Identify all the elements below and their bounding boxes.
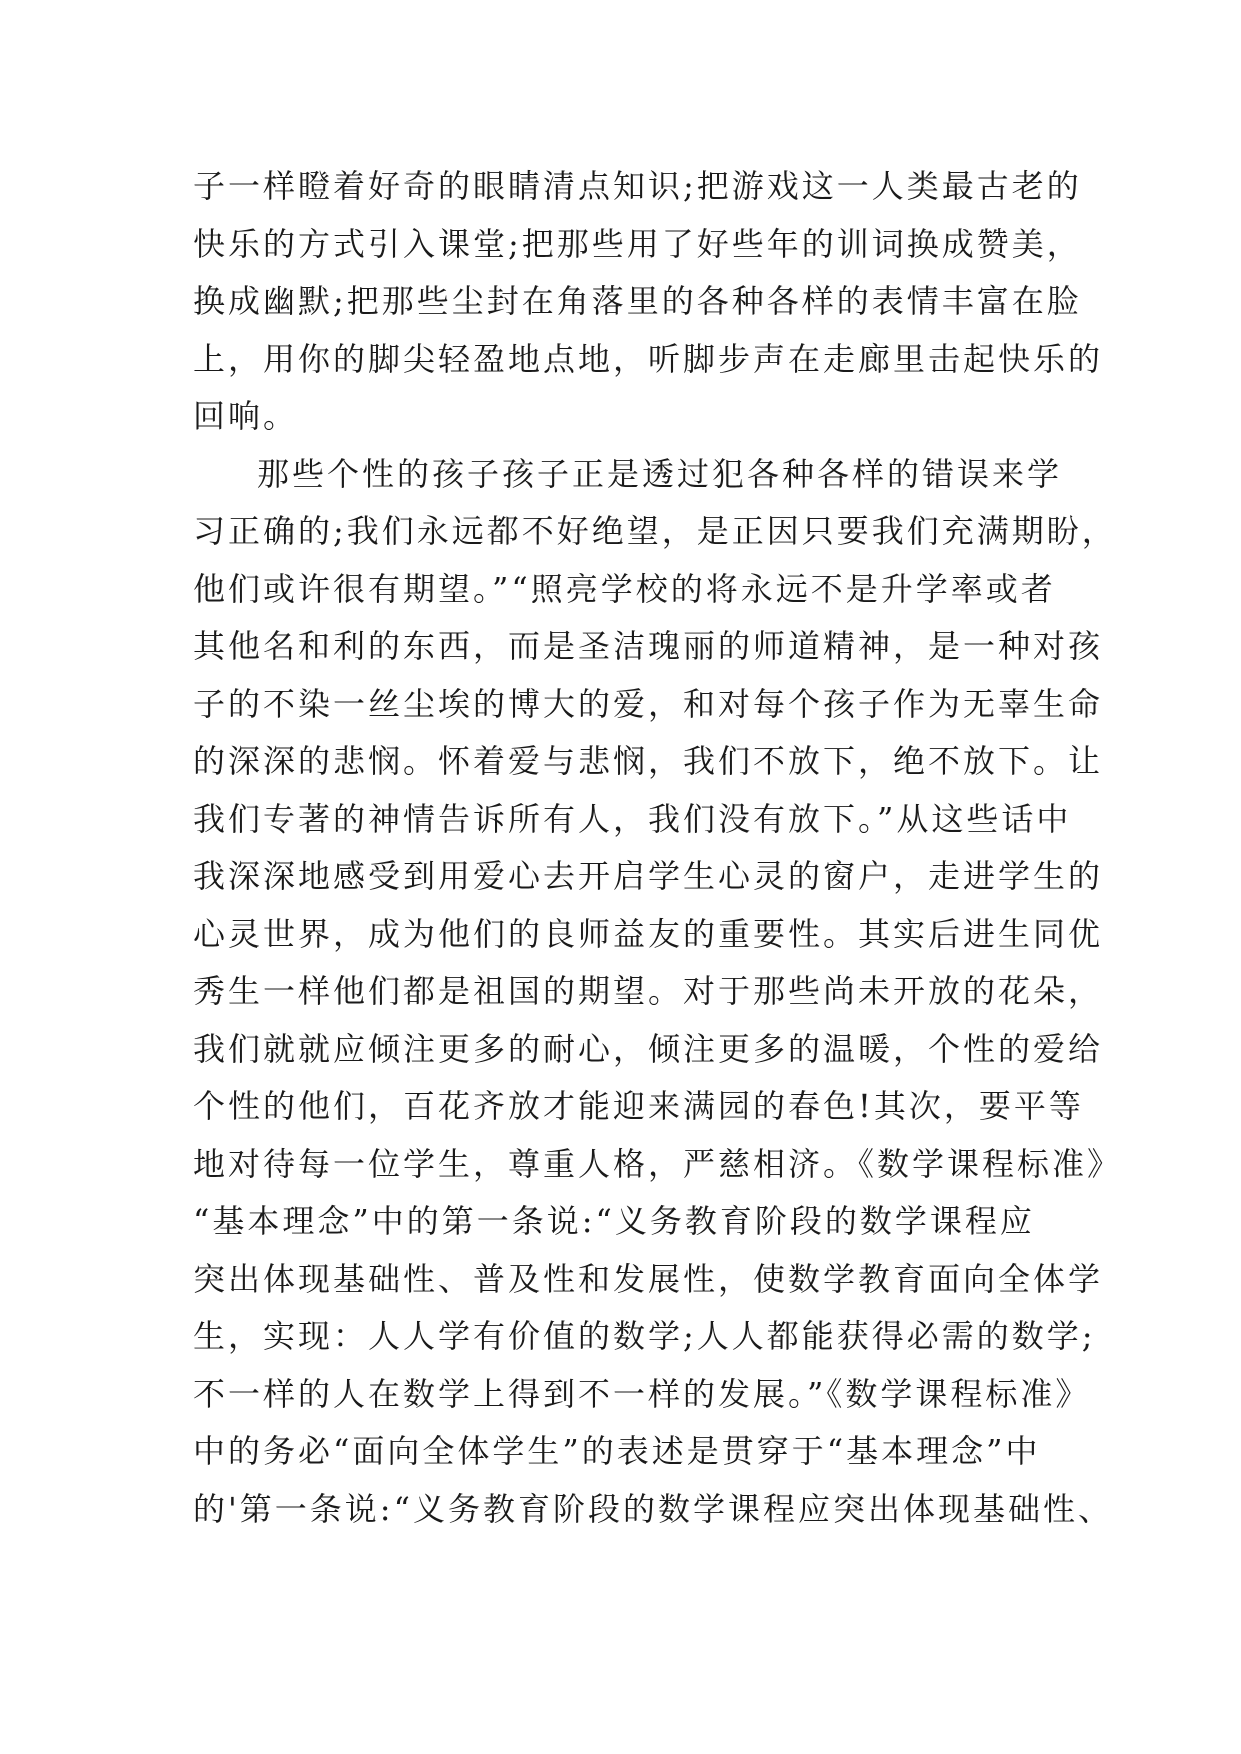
text-line: 子的不染一丝尘埃的博大的爱，和对每个孩子作为无辜生命	[193, 684, 1104, 723]
paragraph-first-line: 那些个性的孩子孩子正是透过犯各种各样的错误来学	[257, 454, 1063, 493]
text-line: 不一样的人在数学上得到不一样的发展。”《数学课程标准》	[193, 1374, 1091, 1413]
text-line: 习正确的;我们永远都不好绝望，是正因只要我们充满期盼，	[193, 512, 1117, 550]
text-line: 中的务必“面向全体学生”的表述是贯穿于“基本理念”中	[193, 1432, 1041, 1470]
text-line: 突出体现基础性、普及性和发展性，使数学教育面向全体学	[193, 1259, 1104, 1298]
text-line: 的'第一条说:“义务教育阶段的数学课程应突出体现基础性、	[193, 1489, 1113, 1528]
text-line: 心灵世界，成为他们的良师益友的重要性。其实后进生同优	[193, 914, 1104, 953]
text-line: 地对待每一位学生，尊重人格，严慈相济。《数学课程标准》	[193, 1144, 1123, 1183]
text-line: 我们就就应倾注更多的耐心，倾注更多的温暖，个性的爱给	[193, 1029, 1104, 1068]
text-line: 他们或许很有期望。”“照亮学校的将永远不是升学率或者	[193, 569, 1056, 608]
text-line: 其他名和利的东西，而是圣洁瑰丽的师道精神，是一种对孩	[193, 627, 1104, 665]
text-line: 我深深地感受到用爱心去开启学生心灵的窗户，走进学生的	[193, 857, 1104, 895]
body-text	[193, 158, 1123, 1538]
text-line: 换成幽默;把那些尘封在角落里的各种各样的表情丰富在脸	[193, 282, 1082, 320]
text-line: 个性的他们，百花齐放才能迎来满园的春色!其次，要平等	[193, 1087, 1084, 1125]
text-line: 子一样瞪着好奇的眼睛清点知识;把游戏这一人类最古老的	[193, 167, 1082, 205]
text-line: 回响。	[193, 397, 299, 435]
text-line: 我们专著的神情告诉所有人，我们没有放下。”从这些话中	[193, 799, 1072, 838]
text-line: 上，用你的脚尖轻盈地点地，听脚步声在走廊里击起快乐的	[193, 339, 1104, 378]
text-line: 生，实现：人人学有价值的数学;人人都能获得必需的数学;	[193, 1317, 1096, 1355]
text-line: 快乐的方式引入课堂;把那些用了好些年的训词换成赞美，	[193, 224, 1082, 263]
text-line: 秀生一样他们都是祖国的期望。对于那些尚未开放的花朵，	[193, 972, 1104, 1010]
text-line: 的深深的悲悯。怀着爱与悲悯，我们不放下，绝不放下。让	[193, 742, 1104, 780]
text-line: “基本理念”中的第一条说:“义务教育阶段的数学课程应	[193, 1202, 1035, 1240]
